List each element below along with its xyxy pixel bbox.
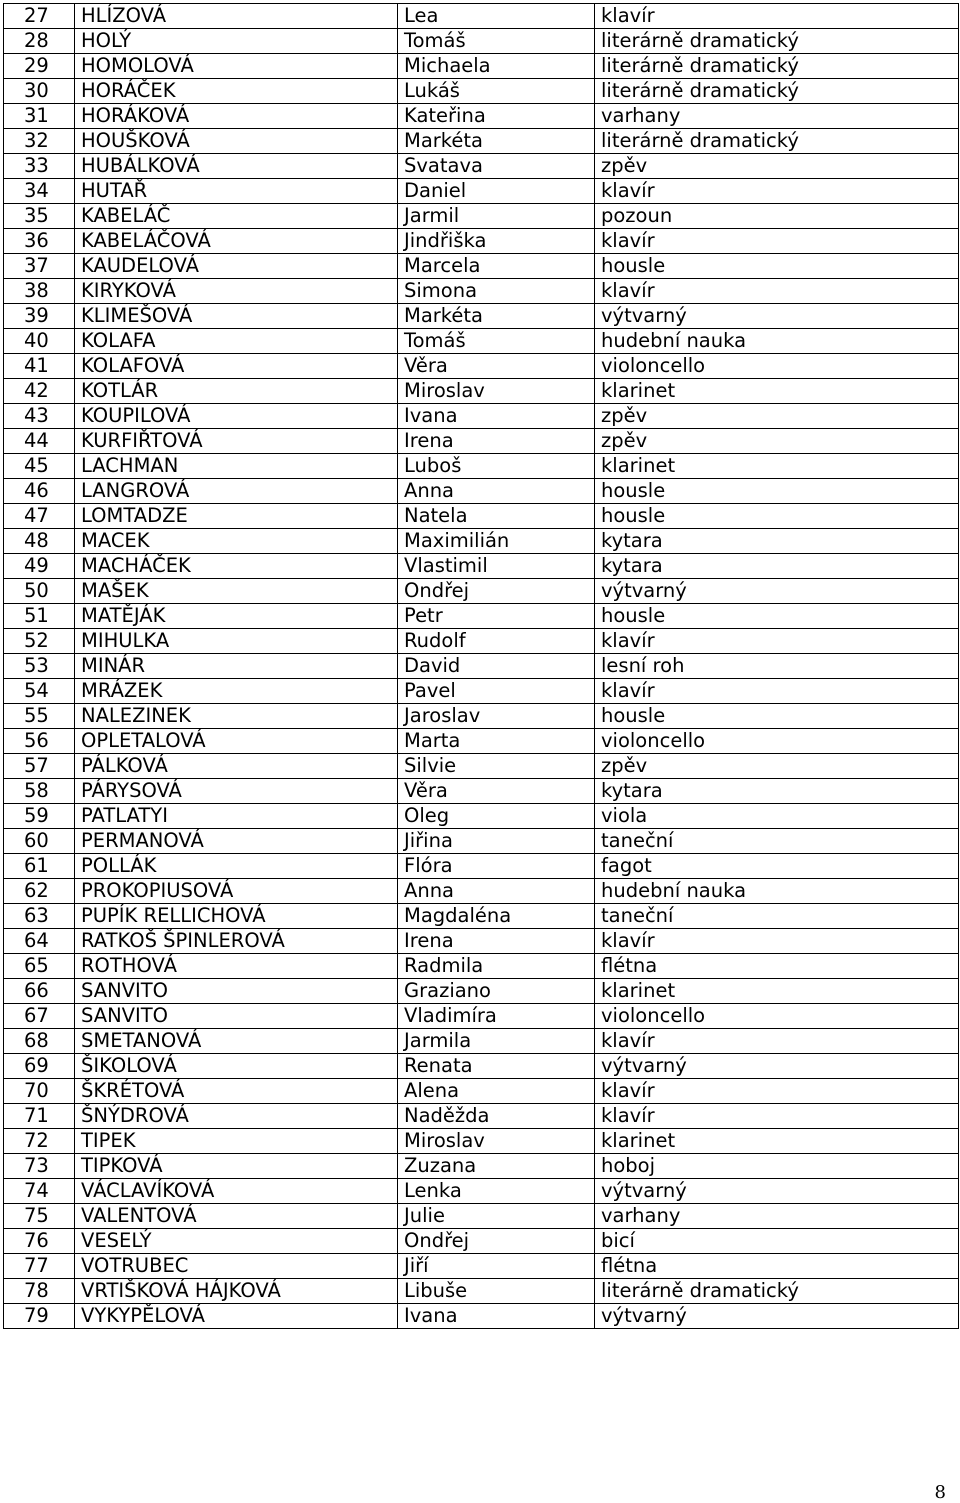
table-row — [4, 1104, 959, 1129]
row-number-cell: 75 — [4, 1204, 75, 1229]
surname-cell: SMETANOVÁ — [75, 1029, 398, 1054]
subject-cell: literárně dramatický — [595, 129, 959, 154]
subject-cell: pozoun — [595, 204, 959, 229]
first-name-cell: Jarmil — [398, 204, 595, 229]
row-number-cell: 32 — [4, 129, 75, 154]
first-name-cell: Julie — [398, 1204, 595, 1229]
subject-cell: klarinet — [595, 1129, 959, 1154]
row-number-cell: 64 — [4, 929, 75, 954]
surname-cell: PÁRYSOVÁ — [75, 779, 398, 804]
surname-cell: PÁLKOVÁ — [75, 754, 398, 779]
subject-cell: housle — [595, 479, 959, 504]
row-number-cell: 39 — [4, 304, 75, 329]
subject-cell: klavír — [595, 229, 959, 254]
first-name-cell: Markéta — [398, 129, 595, 154]
row-number-cell: 78 — [4, 1279, 75, 1304]
first-name-cell: Vlastimil — [398, 554, 595, 579]
first-name-cell: Daniel — [398, 179, 595, 204]
surname-cell: PERMANOVÁ — [75, 829, 398, 854]
subject-cell: zpěv — [595, 154, 959, 179]
surname-cell: MACHÁČEK — [75, 554, 398, 579]
table-row — [4, 1254, 959, 1279]
surname-cell: HLÍZOVÁ — [75, 4, 398, 29]
row-number-cell: 35 — [4, 204, 75, 229]
first-name-cell: Michaela — [398, 54, 595, 79]
subject-cell: flétna — [595, 954, 959, 979]
row-number-cell: 71 — [4, 1104, 75, 1129]
table-row — [4, 804, 959, 829]
first-name-cell: Jarmila — [398, 1029, 595, 1054]
surname-cell: VOTRUBEC — [75, 1254, 398, 1279]
surname-cell: LANGROVÁ — [75, 479, 398, 504]
first-name-cell: Radmila — [398, 954, 595, 979]
surname-cell: SANVITO — [75, 1004, 398, 1029]
first-name-cell: Ivana — [398, 404, 595, 429]
table-row — [4, 1179, 959, 1204]
surname-cell: ŠIKOLOVÁ — [75, 1054, 398, 1079]
surname-cell: KOLAFA — [75, 329, 398, 354]
row-number-cell: 38 — [4, 279, 75, 304]
first-name-cell: Oleg — [398, 804, 595, 829]
subject-cell: zpěv — [595, 754, 959, 779]
table-row — [4, 279, 959, 304]
subject-cell: taneční — [595, 904, 959, 929]
first-name-cell: Simona — [398, 279, 595, 304]
row-number-cell: 30 — [4, 79, 75, 104]
subject-cell: klarinet — [595, 979, 959, 1004]
table-row — [4, 254, 959, 279]
surname-cell: HOMOLOVÁ — [75, 54, 398, 79]
subject-cell: klavír — [595, 629, 959, 654]
subject-cell: literárně dramatický — [595, 54, 959, 79]
surname-cell: ŠNÝDROVÁ — [75, 1104, 398, 1129]
table-row — [4, 704, 959, 729]
first-name-cell: Rudolf — [398, 629, 595, 654]
table-row — [4, 904, 959, 929]
table-row — [4, 754, 959, 779]
first-name-cell: Jiří — [398, 1254, 595, 1279]
table-row — [4, 479, 959, 504]
row-number-cell: 61 — [4, 854, 75, 879]
first-name-cell: Renata — [398, 1054, 595, 1079]
row-number-cell: 27 — [4, 4, 75, 29]
row-number-cell: 59 — [4, 804, 75, 829]
table-row — [4, 679, 959, 704]
surname-cell: VESELÝ — [75, 1229, 398, 1254]
row-number-cell: 33 — [4, 154, 75, 179]
surname-cell: MACEK — [75, 529, 398, 554]
subject-cell: klavír — [595, 4, 959, 29]
surname-cell: MRÁZEK — [75, 679, 398, 704]
first-name-cell: Markéta — [398, 304, 595, 329]
table-row — [4, 304, 959, 329]
row-number-cell: 79 — [4, 1304, 75, 1329]
subject-cell: klarinet — [595, 379, 959, 404]
first-name-cell: Jaroslav — [398, 704, 595, 729]
row-number-cell: 45 — [4, 454, 75, 479]
row-number-cell: 28 — [4, 29, 75, 54]
first-name-cell: Marta — [398, 729, 595, 754]
subject-cell: housle — [595, 504, 959, 529]
subject-cell: kytara — [595, 554, 959, 579]
first-name-cell: Natela — [398, 504, 595, 529]
row-number-cell: 41 — [4, 354, 75, 379]
row-number-cell: 72 — [4, 1129, 75, 1154]
table-row — [4, 879, 959, 904]
table-row — [4, 129, 959, 154]
surname-cell: LACHMAN — [75, 454, 398, 479]
row-number-cell: 73 — [4, 1154, 75, 1179]
first-name-cell: Lenka — [398, 1179, 595, 1204]
table-row — [4, 654, 959, 679]
first-name-cell: Miroslav — [398, 1129, 595, 1154]
first-name-cell: Graziano — [398, 979, 595, 1004]
surname-cell: HORÁKOVÁ — [75, 104, 398, 129]
first-name-cell: Tomáš — [398, 29, 595, 54]
table-row — [4, 1154, 959, 1179]
subject-cell: housle — [595, 604, 959, 629]
row-number-cell: 69 — [4, 1054, 75, 1079]
first-name-cell: Kateřina — [398, 104, 595, 129]
table-row — [4, 154, 959, 179]
table-row — [4, 954, 959, 979]
surname-cell: ROTHOVÁ — [75, 954, 398, 979]
table-row — [4, 829, 959, 854]
subject-cell: violoncello — [595, 1004, 959, 1029]
subject-cell: varhany — [595, 104, 959, 129]
table-row — [4, 929, 959, 954]
row-number-cell: 46 — [4, 479, 75, 504]
first-name-cell: Ondřej — [398, 1229, 595, 1254]
surname-cell: HUTAŘ — [75, 179, 398, 204]
table-row — [4, 354, 959, 379]
row-number-cell: 36 — [4, 229, 75, 254]
surname-cell: TIPKOVÁ — [75, 1154, 398, 1179]
first-name-cell: Pavel — [398, 679, 595, 704]
row-number-cell: 70 — [4, 1079, 75, 1104]
surname-cell: MAŠEK — [75, 579, 398, 604]
table-row — [4, 1129, 959, 1154]
table-row — [4, 29, 959, 54]
first-name-cell: Flóra — [398, 854, 595, 879]
first-name-cell: Irena — [398, 929, 595, 954]
surname-cell: RATKOŠ ŠPINLEROVÁ — [75, 929, 398, 954]
table-row — [4, 1279, 959, 1304]
first-name-cell: Ivana — [398, 1304, 595, 1329]
row-number-cell: 43 — [4, 404, 75, 429]
first-name-cell: Petr — [398, 604, 595, 629]
table-row — [4, 529, 959, 554]
subject-cell: výtvarný — [595, 1054, 959, 1079]
table-row — [4, 1029, 959, 1054]
surname-cell: VALENTOVÁ — [75, 1204, 398, 1229]
subject-cell: flétna — [595, 1254, 959, 1279]
subject-cell: literárně dramatický — [595, 79, 959, 104]
subject-cell: kytara — [595, 779, 959, 804]
surname-cell: KABELÁČ — [75, 204, 398, 229]
first-name-cell: Anna — [398, 479, 595, 504]
subject-cell: klarinet — [595, 454, 959, 479]
row-number-cell: 29 — [4, 54, 75, 79]
row-number-cell: 49 — [4, 554, 75, 579]
subject-cell: zpěv — [595, 404, 959, 429]
subject-cell: housle — [595, 704, 959, 729]
first-name-cell: Lea — [398, 4, 595, 29]
surname-cell: SANVITO — [75, 979, 398, 1004]
subject-cell: zpěv — [595, 429, 959, 454]
table-row — [4, 854, 959, 879]
first-name-cell: Svatava — [398, 154, 595, 179]
first-name-cell: Luboš — [398, 454, 595, 479]
surname-cell: HOLÝ — [75, 29, 398, 54]
row-number-cell: 74 — [4, 1179, 75, 1204]
subject-cell: výtvarný — [595, 304, 959, 329]
subject-cell: viola — [595, 804, 959, 829]
surname-cell: KLIMEŠOVÁ — [75, 304, 398, 329]
row-number-cell: 56 — [4, 729, 75, 754]
first-name-cell: Anna — [398, 879, 595, 904]
table-row — [4, 604, 959, 629]
row-number-cell: 44 — [4, 429, 75, 454]
subject-cell: klavír — [595, 679, 959, 704]
table-row — [4, 504, 959, 529]
subject-cell: výtvarný — [595, 1304, 959, 1329]
table-row — [4, 979, 959, 1004]
table-row — [4, 1054, 959, 1079]
first-name-cell: Marcela — [398, 254, 595, 279]
surname-cell: OPLETALOVÁ — [75, 729, 398, 754]
first-name-cell: Silvie — [398, 754, 595, 779]
subject-cell: kytara — [595, 529, 959, 554]
table-row — [4, 1304, 959, 1329]
surname-cell: NALEZINEK — [75, 704, 398, 729]
table-row — [4, 1079, 959, 1104]
first-name-cell: Magdaléna — [398, 904, 595, 929]
table-row — [4, 4, 959, 29]
table-row — [4, 579, 959, 604]
surname-cell: PATLATYI — [75, 804, 398, 829]
surname-cell: PROKOPIUSOVÁ — [75, 879, 398, 904]
first-name-cell: Jiřina — [398, 829, 595, 854]
subject-cell: fagot — [595, 854, 959, 879]
first-name-cell: Jindřiška — [398, 229, 595, 254]
surname-cell: MINÁR — [75, 654, 398, 679]
row-number-cell: 57 — [4, 754, 75, 779]
subject-cell: klavír — [595, 1029, 959, 1054]
subject-cell: výtvarný — [595, 579, 959, 604]
subject-cell: varhany — [595, 1204, 959, 1229]
row-number-cell: 60 — [4, 829, 75, 854]
surname-cell: KOUPILOVÁ — [75, 404, 398, 429]
surname-cell: HUBÁLKOVÁ — [75, 154, 398, 179]
surname-cell: KOLAFOVÁ — [75, 354, 398, 379]
table-row — [4, 329, 959, 354]
surname-cell: TIPEK — [75, 1129, 398, 1154]
subject-cell: bicí — [595, 1229, 959, 1254]
surname-cell: HORÁČEK — [75, 79, 398, 104]
table-row — [4, 454, 959, 479]
row-number-cell: 34 — [4, 179, 75, 204]
surname-cell: KOTLÁR — [75, 379, 398, 404]
surname-cell: KABELÁČOVÁ — [75, 229, 398, 254]
roster-table — [3, 3, 959, 1329]
surname-cell: VYKYPĚLOVÁ — [75, 1304, 398, 1329]
table-row — [4, 554, 959, 579]
first-name-cell: Ondřej — [398, 579, 595, 604]
subject-cell: housle — [595, 254, 959, 279]
row-number-cell: 42 — [4, 379, 75, 404]
page-number: 8 — [934, 1482, 946, 1503]
surname-cell: KURFIŘTOVÁ — [75, 429, 398, 454]
first-name-cell: Maximilián — [398, 529, 595, 554]
table-row — [4, 79, 959, 104]
first-name-cell: Lukáš — [398, 79, 595, 104]
first-name-cell: Věra — [398, 354, 595, 379]
row-number-cell: 51 — [4, 604, 75, 629]
row-number-cell: 67 — [4, 1004, 75, 1029]
table-row — [4, 1204, 959, 1229]
subject-cell: klavír — [595, 1079, 959, 1104]
subject-cell: violoncello — [595, 354, 959, 379]
surname-cell: VÁCLAVÍKOVÁ — [75, 1179, 398, 1204]
subject-cell: klavír — [595, 179, 959, 204]
row-number-cell: 47 — [4, 504, 75, 529]
row-number-cell: 68 — [4, 1029, 75, 1054]
surname-cell: KIRYKOVÁ — [75, 279, 398, 304]
subject-cell: klavír — [595, 1104, 959, 1129]
row-number-cell: 63 — [4, 904, 75, 929]
first-name-cell: Alena — [398, 1079, 595, 1104]
table-row — [4, 204, 959, 229]
surname-cell: POLLÁK — [75, 854, 398, 879]
table-row — [4, 729, 959, 754]
row-number-cell: 37 — [4, 254, 75, 279]
subject-cell: klavír — [595, 929, 959, 954]
surname-cell: MATĚJÁK — [75, 604, 398, 629]
table-row — [4, 404, 959, 429]
subject-cell: taneční — [595, 829, 959, 854]
row-number-cell: 52 — [4, 629, 75, 654]
first-name-cell: David — [398, 654, 595, 679]
subject-cell: výtvarný — [595, 1179, 959, 1204]
surname-cell: PUPÍK RELLICHOVÁ — [75, 904, 398, 929]
row-number-cell: 77 — [4, 1254, 75, 1279]
subject-cell: hoboj — [595, 1154, 959, 1179]
row-number-cell: 40 — [4, 329, 75, 354]
surname-cell: KAUDELOVÁ — [75, 254, 398, 279]
row-number-cell: 54 — [4, 679, 75, 704]
table-row — [4, 1229, 959, 1254]
first-name-cell: Irena — [398, 429, 595, 454]
row-number-cell: 55 — [4, 704, 75, 729]
first-name-cell: Libuše — [398, 1279, 595, 1304]
table-row — [4, 1004, 959, 1029]
table-row — [4, 429, 959, 454]
surname-cell: ŠKRÉTOVÁ — [75, 1079, 398, 1104]
table-row — [4, 104, 959, 129]
first-name-cell: Tomáš — [398, 329, 595, 354]
row-number-cell: 66 — [4, 979, 75, 1004]
row-number-cell: 53 — [4, 654, 75, 679]
table-row — [4, 229, 959, 254]
subject-cell: literárně dramatický — [595, 1279, 959, 1304]
first-name-cell: Vladimíra — [398, 1004, 595, 1029]
row-number-cell: 48 — [4, 529, 75, 554]
roster-table-body — [4, 4, 959, 1329]
first-name-cell: Věra — [398, 779, 595, 804]
subject-cell: hudební nauka — [595, 329, 959, 354]
table-row — [4, 379, 959, 404]
row-number-cell: 62 — [4, 879, 75, 904]
table-row — [4, 54, 959, 79]
first-name-cell: Miroslav — [398, 379, 595, 404]
surname-cell: VRTIŠKOVÁ HÁJKOVÁ — [75, 1279, 398, 1304]
row-number-cell: 50 — [4, 579, 75, 604]
subject-cell: lesní roh — [595, 654, 959, 679]
subject-cell: violoncello — [595, 729, 959, 754]
first-name-cell: Naděžda — [398, 1104, 595, 1129]
table-row — [4, 779, 959, 804]
first-name-cell: Zuzana — [398, 1154, 595, 1179]
subject-cell: literárně dramatický — [595, 29, 959, 54]
row-number-cell: 31 — [4, 104, 75, 129]
row-number-cell: 65 — [4, 954, 75, 979]
surname-cell: HOUŠKOVÁ — [75, 129, 398, 154]
table-row — [4, 629, 959, 654]
row-number-cell: 58 — [4, 779, 75, 804]
row-number-cell: 76 — [4, 1229, 75, 1254]
subject-cell: klavír — [595, 279, 959, 304]
table-row — [4, 179, 959, 204]
subject-cell: hudební nauka — [595, 879, 959, 904]
surname-cell: LOMTADZE — [75, 504, 398, 529]
surname-cell: MIHULKA — [75, 629, 398, 654]
